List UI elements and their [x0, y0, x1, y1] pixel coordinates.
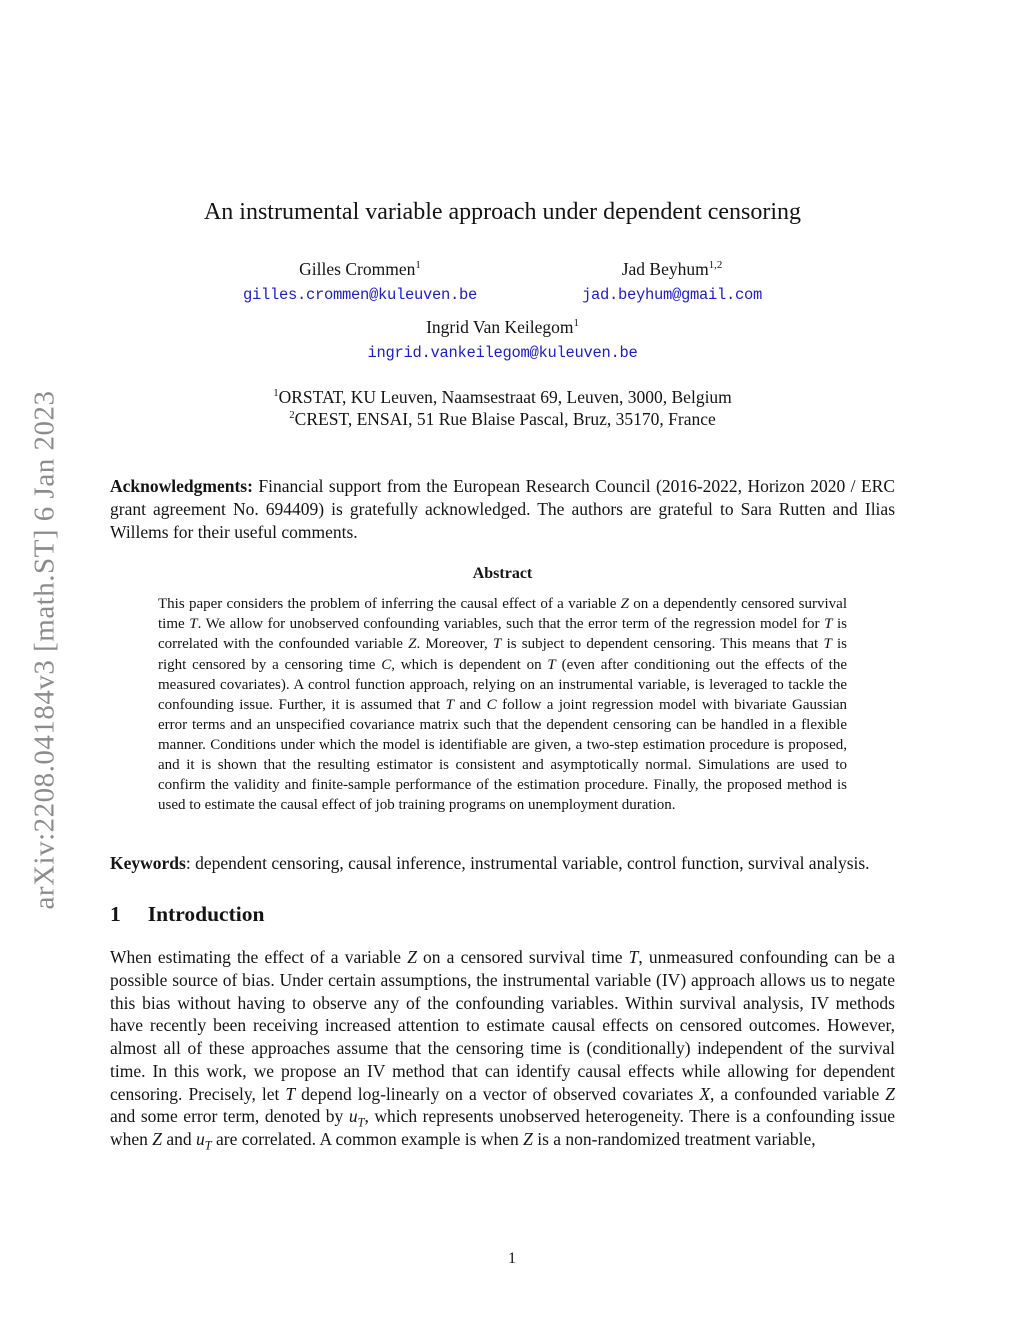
section-heading-introduction — [110, 902, 895, 927]
author-name-text: Ingrid Van Keilegom — [426, 316, 574, 337]
keywords-text: : dependent censoring, causal inference, instrumental variable, control function, survival analysis. — [185, 853, 870, 874]
author-name-text: Gilles Crommen — [299, 258, 416, 279]
authors-row — [110, 259, 895, 304]
affiliation-1 — [110, 386, 895, 409]
author-affil-marker: 1,2 — [708, 258, 723, 271]
acknowledgments-label: Acknowledgments: — [110, 476, 253, 497]
author-block-1 — [243, 259, 477, 304]
abstract-text: This paper considers the problem of inferring the causal effect of a variable Z on a dependently censored survival time T. We allow for unobserved confounding variables, such that the error term of the regression model for T is correlated with the confounded variable Z. Moreover, T is subject to dependent censoring. This means that T is right censored by a censoring time C, which is dependent on T (even after conditioning out the effects of the measured covariates). A control function approach, relying on an instrumental variable, is leveraged to tackle the confounding issue. Further, it is assumed that T and C follow a joint regression model with bivariate Gaussian error terms and an unspecified covariance matrix such that the dependent censoring can be handled in a flexible manner. Conditions under which the model is identifiable are given, a two-step estimation procedure is proposed, and it is shown that the resulting estimator is consistent and asymptotically normal. Simulations are used to confirm the validity and finite-sample performance of the estimation procedure. Finally, the proposed method is used to estimate the causal effect of job training programs on unemployment duration. — [158, 596, 848, 814]
paper-title: An instrumental variable approach under dependent censoring — [203, 199, 802, 225]
affiliation-text: CREST, ENSAI, 51 Rue Blaise Pascal, Bruz, 35170, France — [294, 409, 716, 430]
author-email-link[interactable]: jad.beyhum@gmail.com — [582, 285, 763, 304]
affiliation-text: ORSTAT, KU Leuven, Naamsestraat 69, Leuven, 3000, Belgium — [278, 386, 732, 407]
author-email-link[interactable]: gilles.crommen@kuleuven.be — [242, 285, 477, 304]
affiliation-marker: 1 — [273, 386, 279, 399]
acknowledgments-text: Financial support from the European Research Council (2016-2022, Horizon 2020 / ERC grant agreement No. 694409) is gratefully acknowledged. The authors are grateful to Sara Rutten and Ilias Willems for their useful comments. — [110, 476, 895, 542]
author-block-3 — [110, 317, 895, 362]
introduction-text: When estimating the effect of a variable Z on a censored survival time T, unmeasured confounding can be a possible source of bias. Under certain assumptions, the instrumental variable (IV) approach allows us to negate this bias without having to observe any of the confounding variables. Within survival analysis, IV methods have recently been receiving increased attention to estimate causal effects on censored outcomes. However, almost all of these approaches assume that the censoring time is (conditionally) independent of the survival time. In this work, we propose an IV method that can identify causal effects while allowing for dependent censoring. Precisely, let T depend log-linearly on a vector of observed covariates X, a confounded variable Z and some error term, denoted by $u_T$, which represents unobserved heterogeneity. There is a confounding issue when Z and $u_T$ are correlated. A common example is when Z is a non-randomized treatment variable, — [110, 947, 895, 1153]
section-title: Introduction — [147, 902, 265, 927]
author-affil-marker: 1 — [415, 258, 421, 271]
arxiv-stamp: arXiv:2208.04184v3 [math.ST] 6 Jan 2023 — [28, 390, 61, 910]
author-name — [582, 259, 762, 281]
author-name-text: Jad Beyhum — [621, 258, 709, 279]
keywords-line — [110, 852, 895, 875]
author-affil-marker: 1 — [573, 316, 579, 329]
paper-content — [110, 0, 895, 1168]
author-name — [110, 317, 895, 339]
page-number: 1 — [508, 1250, 516, 1267]
acknowledgments-paragraph — [110, 475, 895, 543]
section-number: 1 — [110, 902, 121, 927]
abstract-heading: Abstract — [472, 565, 533, 583]
author-block-2 — [582, 259, 762, 304]
affiliation-marker: 2 — [289, 409, 295, 422]
affiliation-2 — [110, 408, 895, 431]
affiliations — [110, 386, 895, 432]
author-email-link[interactable]: ingrid.vankeilegom@kuleuven.be — [367, 343, 638, 362]
keywords-label: Keywords — [110, 853, 186, 874]
author-name — [243, 259, 477, 281]
